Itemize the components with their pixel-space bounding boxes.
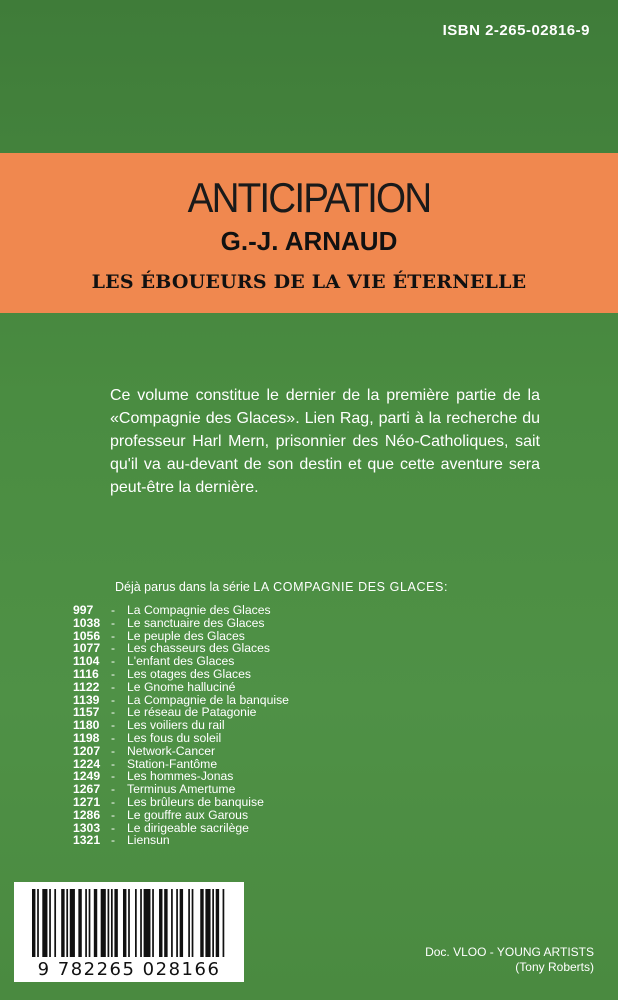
barcode [14, 882, 244, 982]
series-title: Les voiliers du rail [127, 718, 225, 733]
series-title: Les otages des Glaces [127, 666, 251, 681]
series-number: 1116 [73, 666, 99, 681]
blurb-text: Ce volume constitue le dernier de la première partie de la «Compagnie des Glaces». Lien Rag, parti à la recherche du professeur Harl Mern, prisonnier des Néo-Catholiques, sait qu'il va au-devant de son destin et que cette aventure sera peut-être la dernière. [110, 387, 540, 496]
credit-line-1: Doc. VLOO - YOUNG ARTISTS [425, 945, 594, 959]
separator-dash: - [111, 628, 116, 643]
series-title: Le peuple des Glaces [127, 628, 245, 643]
series-title: Liensun [127, 833, 170, 848]
barcode-bar [66, 889, 68, 957]
series-number: 1139 [73, 692, 100, 707]
series-intro: Déjà parus dans la série [115, 580, 250, 594]
barcode-bar [144, 889, 151, 957]
series-number: 1122 [73, 679, 100, 694]
separator-dash: - [111, 833, 116, 848]
series-title: Les hommes-Jonas [127, 769, 234, 784]
barcode-bar [176, 889, 178, 957]
barcode-bar [205, 889, 210, 957]
barcode-bar [223, 889, 225, 957]
barcode-bar [188, 889, 190, 957]
barcode-bar [70, 889, 75, 957]
barcode-bar [101, 889, 106, 957]
separator-dash: - [111, 820, 116, 835]
barcode-bar [192, 889, 194, 957]
series-title: Le dirigeable sacrilège [127, 820, 249, 835]
series-list [73, 604, 289, 847]
barcode-bar [159, 889, 162, 957]
barcode-bar [85, 889, 87, 957]
series-heading [115, 580, 448, 594]
separator-dash: - [111, 603, 116, 617]
series-title: La Compagnie des Glaces [127, 603, 271, 617]
barcode-bar [89, 889, 91, 957]
separator-dash: - [111, 782, 116, 797]
series-number: 1271 [73, 794, 101, 809]
barcode-bars [32, 889, 226, 957]
author-name: G.-J. ARNAUD [220, 226, 398, 256]
barcode-bar [37, 889, 39, 957]
series-title: Network-Cancer [127, 743, 216, 758]
barcode-bar [135, 889, 137, 957]
series-number: 1038 [73, 615, 101, 630]
series-number: 1180 [73, 718, 100, 733]
series-title: Le Gnome halluciné [127, 679, 236, 694]
barcode-bar [123, 889, 126, 957]
barcode-bar [32, 889, 35, 957]
series-title: Le sanctuaire des Glaces [127, 615, 265, 630]
series-title: Terminus Amertume [127, 782, 236, 797]
separator-dash: - [111, 615, 116, 630]
barcode-bar [216, 889, 219, 957]
barcode-bar [54, 889, 56, 957]
series-name: LA COMPAGNIE DES GLACES: [253, 580, 449, 594]
credit-line-2: (Tony Roberts) [515, 960, 594, 974]
list-item [73, 822, 289, 835]
separator-dash: - [111, 692, 116, 707]
separator-dash: - [111, 743, 116, 758]
book-title: LES ÉBOUEURS DE LA VIE ÉTERNELLE [91, 271, 527, 293]
barcode-bar [61, 889, 64, 957]
barcode-bar [171, 889, 173, 957]
separator-dash: - [111, 679, 116, 694]
series-title: Le gouffre aux Garous [127, 807, 249, 822]
separator-dash: - [111, 666, 116, 681]
barcode-bar [200, 889, 203, 957]
collection-name: ANTICIPATION [187, 174, 431, 221]
series-title: L'enfant des Glaces [127, 654, 235, 669]
separator-dash: - [111, 807, 116, 822]
barcode-bar [152, 889, 154, 957]
separator-dash: - [111, 718, 116, 733]
isbn-label: ISBN 2-265-02816-9 [442, 22, 590, 39]
barcode-bar [94, 889, 97, 957]
barcode-bar [128, 889, 130, 957]
series-title: Les chasseurs des Glaces [127, 641, 270, 656]
barcode-bar [42, 889, 47, 957]
barcode-bar [180, 889, 183, 957]
series-number: 1104 [73, 654, 100, 669]
barcode-bar [78, 889, 81, 957]
barcode-bar [140, 889, 142, 957]
separator-dash: - [111, 641, 116, 656]
series-title: Le réseau de Patagonie [127, 705, 257, 720]
series-number: 997 [73, 603, 94, 617]
series-number: 1303 [73, 820, 101, 835]
series-number: 1267 [73, 782, 101, 797]
barcode-bar [111, 889, 113, 957]
barcode-bar [212, 889, 214, 957]
barcode-bar [108, 889, 110, 957]
barcode-bar [164, 889, 167, 957]
series-title: Les brûleurs de banquise [127, 794, 264, 809]
series-title: Station-Fantôme [127, 756, 218, 771]
series-title: Les fous du soleil [127, 730, 222, 745]
series-number: 1286 [73, 807, 101, 822]
series-number: 1321 [73, 833, 101, 848]
separator-dash: - [111, 705, 116, 720]
series-number: 1056 [73, 628, 101, 643]
barcode-digits: 9 782265 028166 [37, 959, 221, 980]
list-item [73, 834, 289, 847]
series-number: 1224 [73, 756, 101, 771]
series-number: 1249 [73, 769, 101, 784]
separator-dash: - [111, 794, 116, 809]
barcode-bar [49, 889, 51, 957]
illustration-credit [425, 945, 594, 975]
series-number: 1077 [73, 641, 101, 656]
barcode-bar [114, 889, 117, 957]
separator-dash: - [111, 756, 116, 771]
separator-dash: - [111, 730, 116, 745]
series-title: La Compagnie de la banquise [127, 692, 289, 707]
separator-dash: - [111, 769, 116, 784]
series-number: 1157 [73, 705, 100, 720]
series-number: 1207 [73, 743, 101, 758]
separator-dash: - [111, 654, 116, 669]
series-number: 1198 [73, 730, 100, 745]
